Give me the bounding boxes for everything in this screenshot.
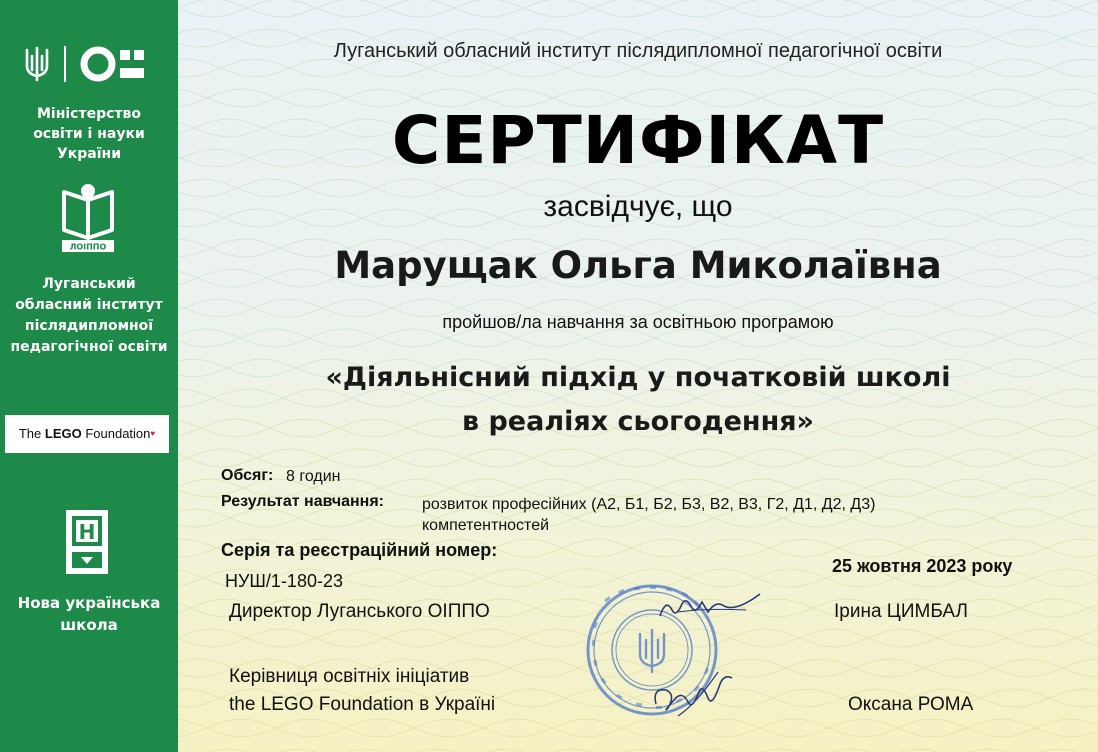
issue-date: 25 жовтня 2023 року bbox=[832, 556, 1013, 576]
lego-the: The bbox=[18, 426, 42, 441]
serial-label: Серія та реєстраційний номер: bbox=[221, 540, 498, 560]
nush-line: Нова українська bbox=[17, 594, 161, 612]
result-value: розвиток професійних (А2, Б1, Б2, Б3, В2, В3, Г2, Д1, Д2, Д3) компетентностей bbox=[422, 496, 876, 534]
institute-line: Луганський bbox=[42, 276, 136, 292]
loippo-book-logo bbox=[58, 182, 118, 254]
director-title: Директор Луганського ОІППО bbox=[229, 601, 490, 622]
ministry-line: Міністерство bbox=[36, 106, 142, 122]
director-signature bbox=[656, 588, 766, 624]
certificate-body bbox=[178, 0, 1098, 752]
certificate-title: СЕРТИФІКАТ bbox=[391, 102, 885, 179]
program-line: в реаліях сьогодення» bbox=[461, 406, 814, 437]
lego-rest: Foundation bbox=[85, 426, 151, 441]
certifies-text: засвідчує, що bbox=[543, 190, 733, 223]
head-name: Оксана РОМА bbox=[848, 694, 974, 715]
ministry-line: освіти і науки України bbox=[33, 126, 145, 162]
nush-logo bbox=[64, 508, 110, 576]
lego-foundation-text bbox=[5, 415, 169, 453]
lego-bold: LEGO bbox=[44, 426, 82, 441]
institute-line: педагогічної освіти bbox=[10, 339, 168, 355]
guilloche-line bbox=[178, 0, 1098, 17]
result-label: Результат навчання: bbox=[221, 493, 384, 510]
head-title-line: the LEGO Foundation в Україні bbox=[229, 694, 496, 715]
ministry-name bbox=[0, 104, 178, 164]
volume-label: Обсяг: bbox=[221, 467, 274, 484]
nush-line: школа bbox=[60, 616, 118, 634]
head-signature bbox=[648, 664, 738, 718]
person-name: Марущак Ольга Миколаївна bbox=[334, 244, 942, 287]
serial-value: НУШ/1-180-23 bbox=[225, 571, 343, 591]
institute-line: післядипломної bbox=[24, 318, 154, 334]
director-name: Ірина ЦИМБАЛ bbox=[834, 601, 968, 622]
institute-line: обласний інститут bbox=[15, 297, 163, 313]
mon-logo-icon bbox=[80, 46, 150, 82]
volume-value: 8 годин bbox=[286, 468, 341, 485]
program-title bbox=[178, 356, 1098, 444]
head-title-line: Керівниця освітніх ініціатив bbox=[229, 666, 470, 687]
loippo-logo-text: ЛОІППО bbox=[69, 242, 107, 252]
lego-foundation-logo bbox=[5, 415, 169, 453]
logo-divider bbox=[64, 46, 66, 82]
guilloche-line bbox=[178, 449, 1098, 467]
institute-name bbox=[0, 274, 178, 358]
heart-icon: ♥ bbox=[150, 429, 156, 438]
guilloche-line bbox=[178, 0, 1098, 17]
passed-text: пройшов/ла навчання за освітньою програмою bbox=[442, 312, 834, 332]
nush-logo-letter: Н bbox=[78, 520, 96, 544]
program-line: «Діяльнісний підхід у початковій школі bbox=[325, 362, 951, 393]
sidebar bbox=[0, 0, 178, 752]
institution-title: Луганський обласний інститут післядипломної педагогічної освіти bbox=[333, 40, 943, 62]
trident-icon bbox=[24, 46, 50, 82]
ministry-logo-row bbox=[0, 40, 178, 90]
nush-name bbox=[0, 592, 178, 636]
guilloche-line bbox=[178, 449, 1098, 467]
